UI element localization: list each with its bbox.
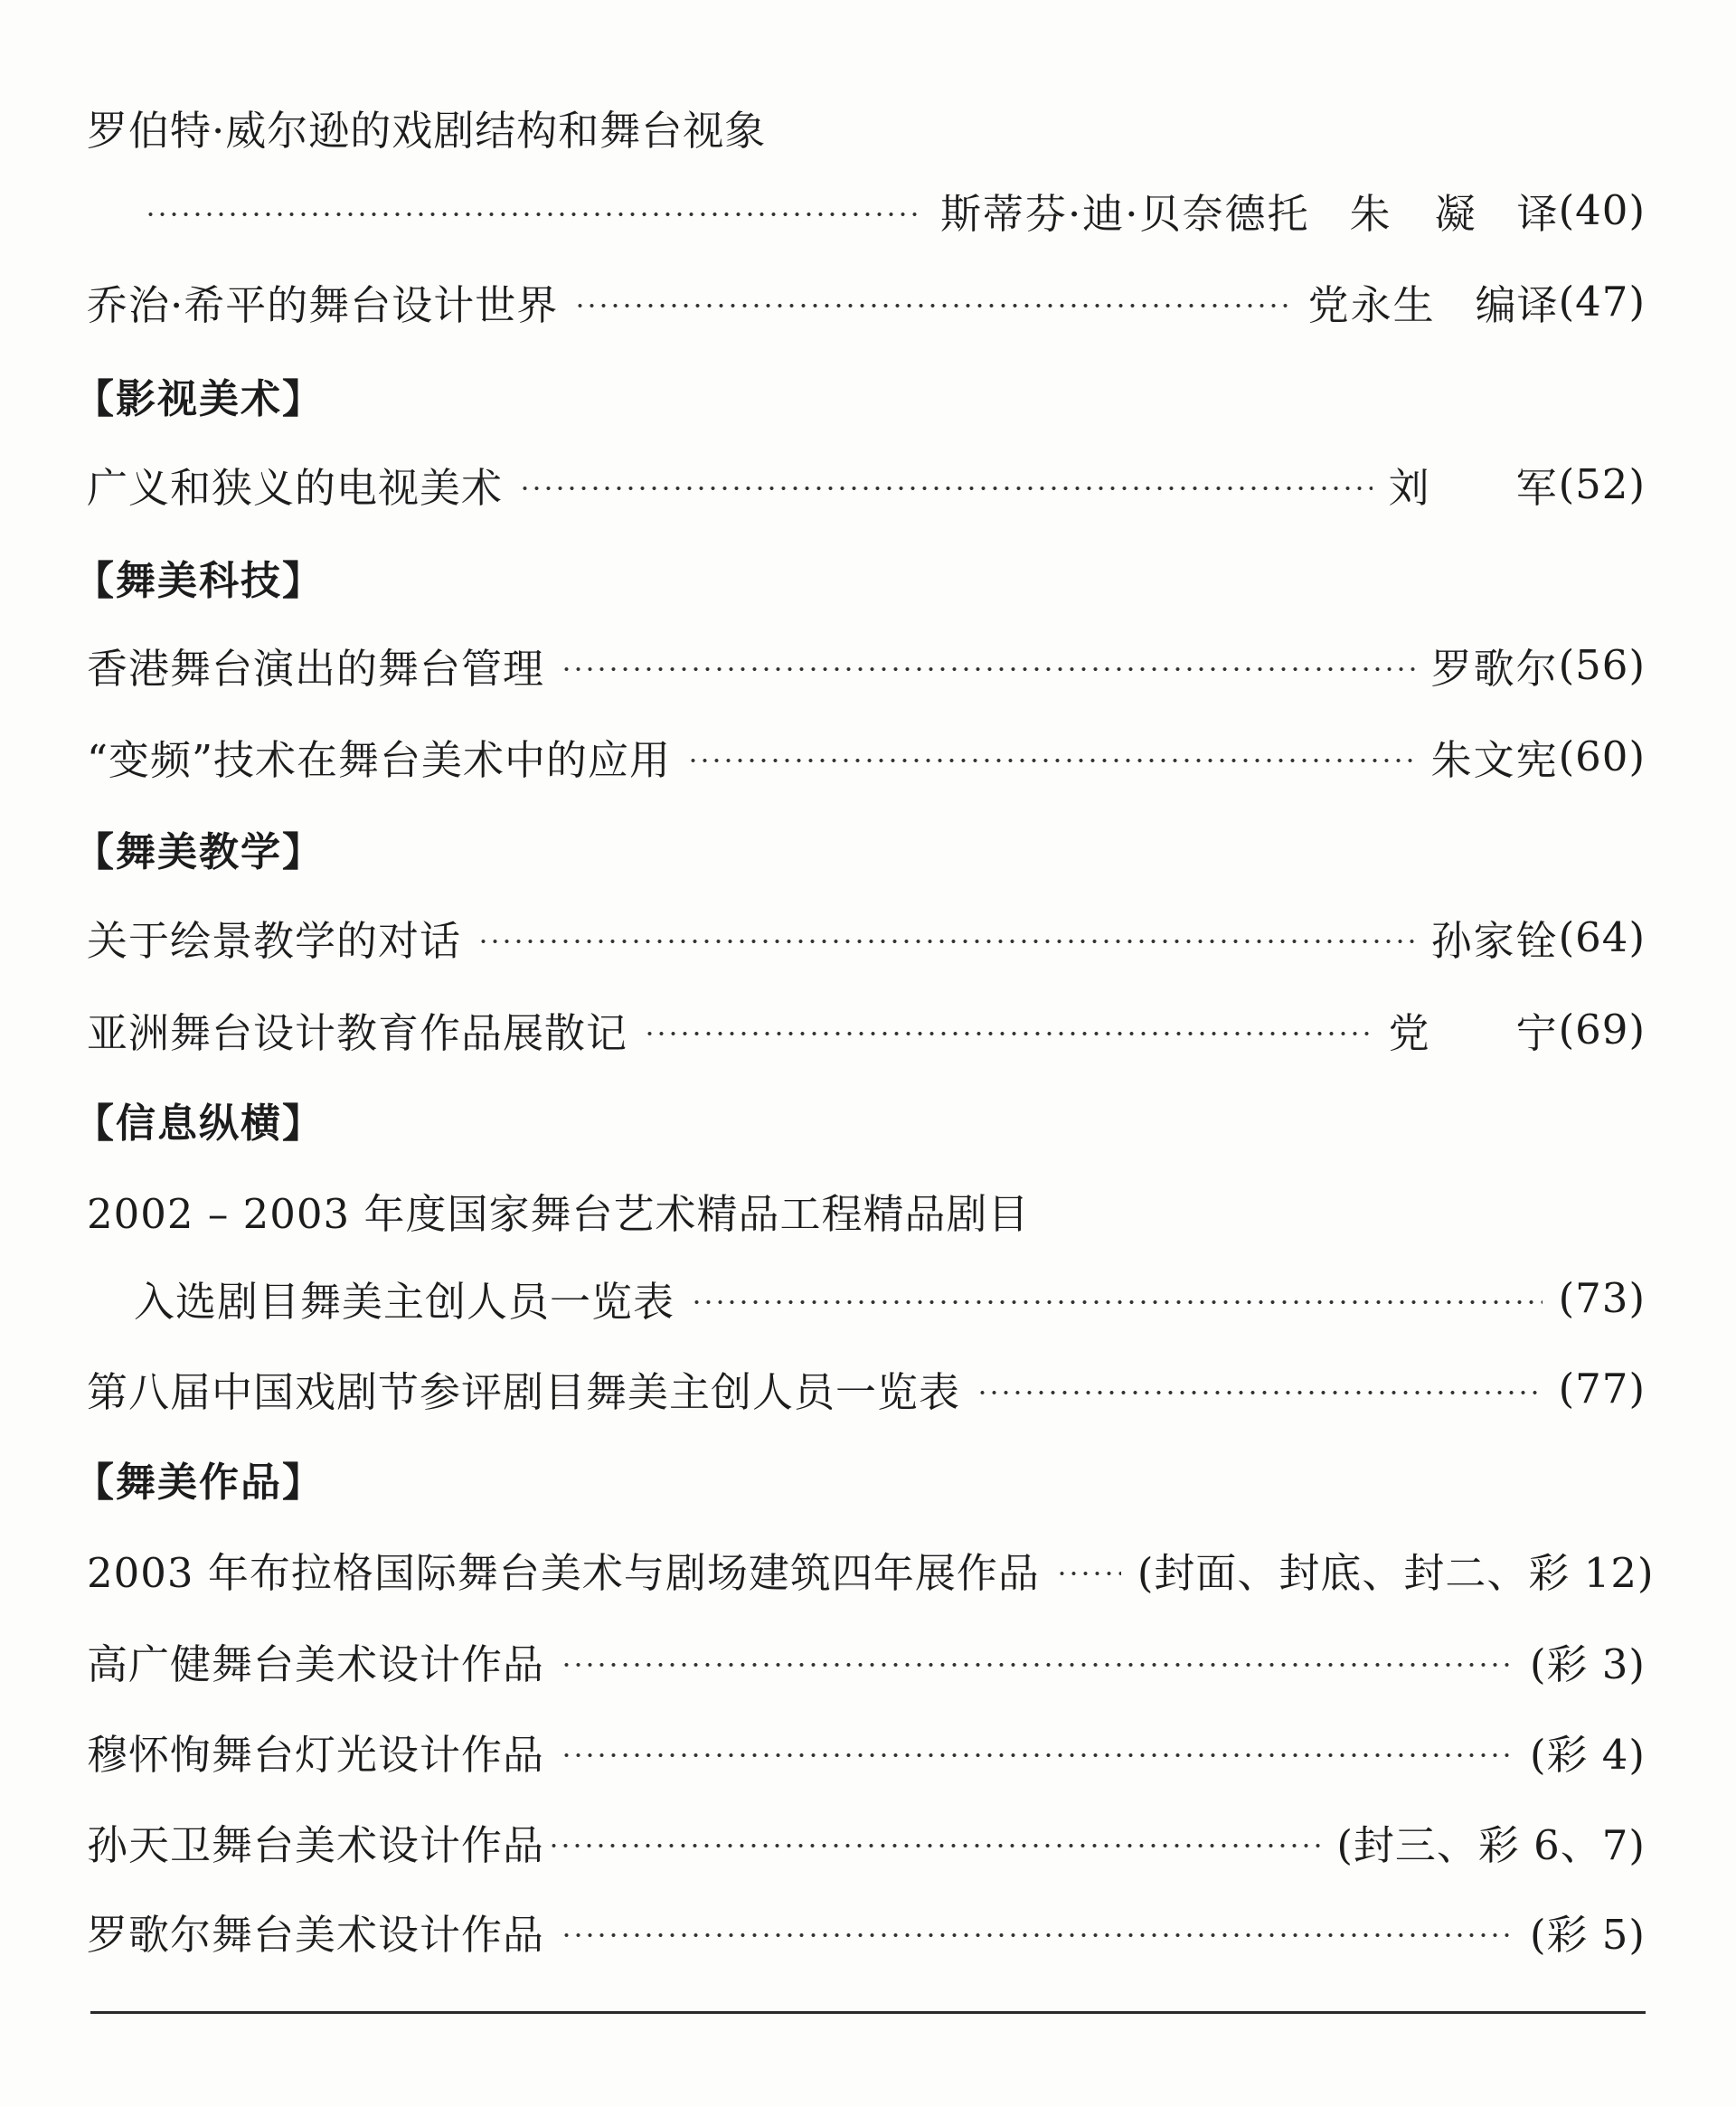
entry-title: 2003 年布拉格国际舞台美术与剧场建筑四年展作品 [87,1548,1040,1597]
entry-page: (64) [1558,912,1646,961]
entry-title: 关于绘景教学的对话 [87,916,462,965]
toc-entry-luo[interactable] [87,1899,1646,1962]
section-heading-teaching: 【舞美教学】 [74,829,324,875]
leader-dots [574,303,1291,308]
leader-dots [477,939,1415,944]
leader-dots [561,666,1415,672]
leader-dots [561,1753,1514,1758]
entry-page: (彩 3) [1529,1639,1646,1688]
entry-title: 广义和狭义的电视美术 [87,463,504,512]
entry-translator: 朱 凝 [1349,189,1477,238]
section-heading-info: 【信息纵横】 [74,1101,324,1147]
entry-role: 译 [1516,189,1559,238]
entry-page: (73) [1558,1273,1646,1322]
entry-page: (彩 4) [1529,1730,1646,1779]
toc-entry-tv-art[interactable] [87,452,1646,515]
leader-dots [644,1031,1373,1036]
toc-entry-sun[interactable] [87,1809,1646,1873]
leader-dots [687,758,1415,763]
toc-entry-project-continued[interactable] [134,1266,1646,1329]
toc-entry-wilson[interactable] [87,95,1646,158]
bottom-rule [90,2011,1646,2014]
section-heading-tech: 【舞美科技】 [74,558,324,604]
entry-page: (封三、彩 6、7) [1336,1820,1646,1869]
entry-author: 刘 军 [1388,463,1559,512]
toc-entry-xiping[interactable] [87,269,1646,333]
toc-entry-hk-stage[interactable] [87,633,1646,696]
leader-dots [548,1843,1320,1848]
leader-dots [691,1299,1543,1305]
toc-entry-painting[interactable] [87,905,1646,968]
toc-entry-project[interactable] [87,1178,1646,1242]
toc-entry-asia[interactable] [87,997,1646,1061]
entry-title: “变频”技术在舞台美术中的应用 [87,735,672,784]
entry-title: 穆怀恂舞台灯光设计作品 [87,1730,545,1779]
leader-dots [976,1390,1543,1395]
toc-entry-drama-fest[interactable] [87,1356,1646,1420]
section-heading-film-tv: 【影视美术】 [74,376,324,422]
toc-entry-prague[interactable] [87,1537,1655,1601]
entry-page: (69) [1558,1005,1646,1054]
entry-page: (56) [1558,640,1646,689]
entry-title: 乔治·希平的舞台设计世界 [87,280,559,329]
toc-entry-gao[interactable] [87,1629,1646,1692]
toc-entry-wilson-continued[interactable] [145,178,1646,241]
entry-author: 党永生 [1307,280,1436,329]
leader-dots [561,1662,1514,1668]
entry-title: 2002 – 2003 年度国家舞台艺术精品工程精品剧目 [87,1189,1030,1238]
entry-title: 入选剧目舞美主创人员一览表 [134,1277,675,1326]
section-heading-works: 【舞美作品】 [74,1460,324,1506]
toc-entry-inverter[interactable] [87,724,1646,788]
entry-author: 朱文宪 [1430,735,1559,784]
entry-page: (52) [1558,459,1646,508]
leader-dots [561,1932,1514,1938]
entry-author: 孙家铨 [1430,916,1559,965]
entry-page: (77) [1558,1364,1646,1413]
entry-author: 斯蒂芬·迪·贝奈德托 [939,189,1310,238]
entry-title: 香港舞台演出的舞台管理 [87,644,545,693]
entry-title: 亚洲舞台设计教育作品展散记 [87,1008,628,1057]
entry-author: 党 宁 [1388,1008,1559,1057]
toc-entry-mu[interactable] [87,1719,1646,1782]
entry-title: 罗歌尔舞台美术设计作品 [87,1910,545,1959]
entry-role: 编译 [1475,280,1559,329]
entry-page: (47) [1558,277,1646,326]
entry-page: (40) [1558,185,1646,234]
entry-author: 罗歌尔 [1430,644,1559,693]
leader-dots [1056,1571,1121,1576]
entry-title: 高广健舞台美术设计作品 [87,1639,545,1688]
leader-dots [519,486,1373,491]
entry-page: (封面、封底、封二、彩 12) [1137,1548,1655,1597]
leader-dots [145,212,924,217]
entry-title: 第八届中国戏剧节参评剧目舞美主创人员一览表 [87,1367,961,1416]
entry-page: (60) [1558,732,1646,780]
entry-title: 罗伯特·威尔逊的戏剧结构和舞台视象 [87,106,767,155]
entry-title: 孙天卫舞台美术设计作品 [87,1820,545,1869]
entry-page: (彩 5) [1529,1910,1646,1959]
